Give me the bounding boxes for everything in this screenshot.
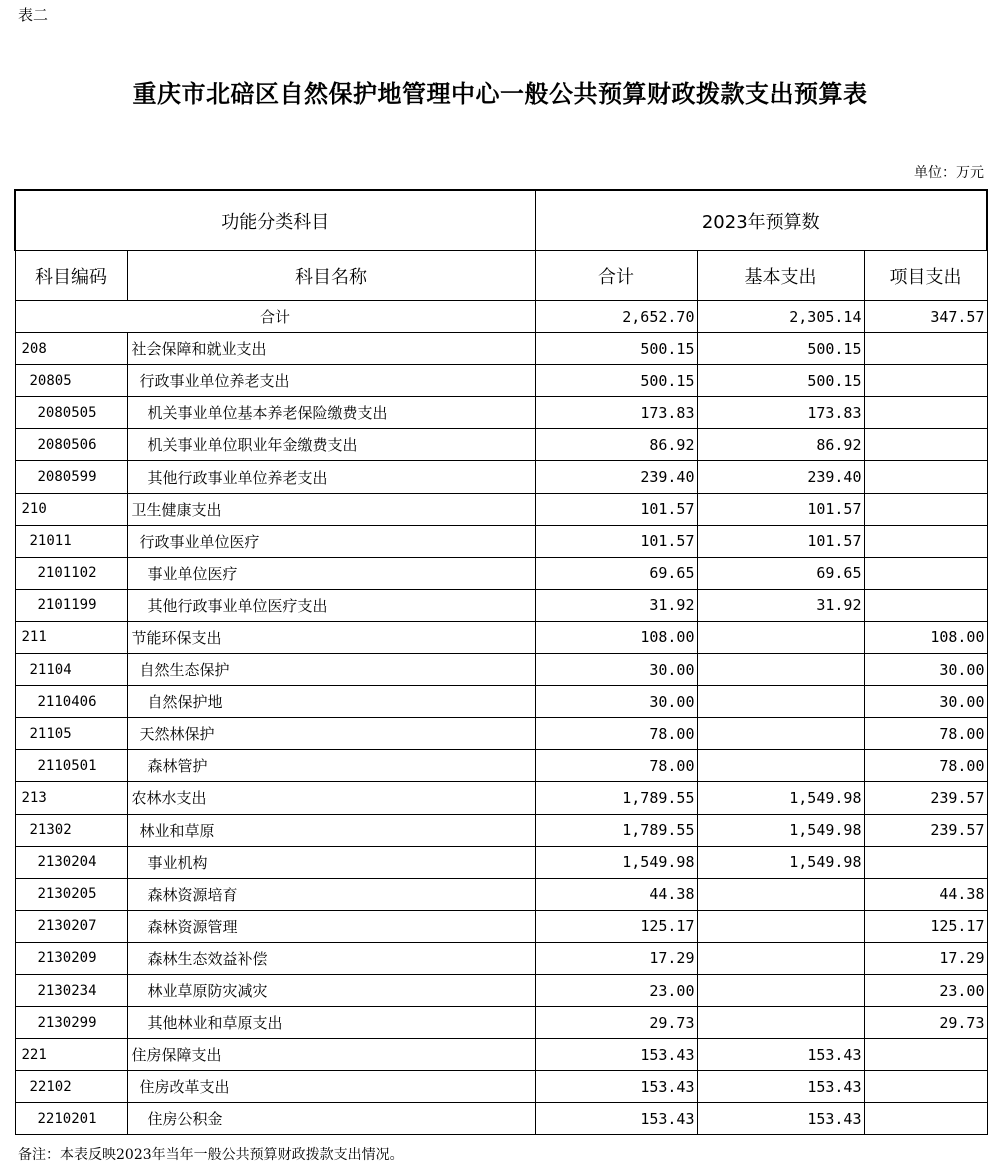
row-name: 其他行政事业单位医疗支出 bbox=[127, 589, 535, 621]
row-total: 173.83 bbox=[535, 397, 697, 429]
row-name: 天然林保护 bbox=[127, 718, 535, 750]
row-total: 153.43 bbox=[535, 1039, 697, 1071]
row-code: 2130204 bbox=[15, 846, 127, 878]
row-name: 森林资源管理 bbox=[127, 910, 535, 942]
page-title: 重庆市北碚区自然保护地管理中心一般公共预算财政拨款支出预算表 bbox=[132, 79, 868, 108]
row-project bbox=[864, 461, 987, 493]
row-basic: 101.57 bbox=[697, 493, 864, 525]
row-name: 行政事业单位养老支出 bbox=[127, 365, 535, 397]
row-basic: 153.43 bbox=[697, 1103, 864, 1135]
table-row bbox=[15, 686, 987, 718]
row-name: 卫生健康支出 bbox=[127, 493, 535, 525]
row-code: 2210201 bbox=[15, 1103, 127, 1135]
table-row bbox=[15, 589, 987, 621]
row-name: 节能环保支出 bbox=[127, 621, 535, 653]
row-project: 23.00 bbox=[864, 974, 987, 1006]
row-basic bbox=[697, 654, 864, 686]
row-project bbox=[864, 1071, 987, 1103]
header-project: 项目支出 bbox=[864, 251, 987, 301]
row-basic bbox=[697, 686, 864, 718]
row-basic bbox=[697, 878, 864, 910]
row-basic bbox=[697, 750, 864, 782]
row-total: 101.57 bbox=[535, 525, 697, 557]
total-row bbox=[15, 301, 987, 333]
row-project: 239.57 bbox=[864, 782, 987, 814]
row-name: 住房公积金 bbox=[127, 1103, 535, 1135]
row-basic: 153.43 bbox=[697, 1039, 864, 1071]
table-row bbox=[15, 878, 987, 910]
row-name: 森林资源培育 bbox=[127, 878, 535, 910]
table-row bbox=[15, 974, 987, 1006]
row-code: 2080505 bbox=[15, 397, 127, 429]
row-code: 2101102 bbox=[15, 557, 127, 589]
row-name: 林业和草原 bbox=[127, 814, 535, 846]
row-project: 78.00 bbox=[864, 718, 987, 750]
row-total: 1,789.55 bbox=[535, 814, 697, 846]
row-project bbox=[864, 846, 987, 878]
total-row-label: 合计 bbox=[15, 301, 535, 333]
table-row bbox=[15, 525, 987, 557]
row-code: 2130209 bbox=[15, 942, 127, 974]
table-row bbox=[15, 333, 987, 365]
row-basic: 239.40 bbox=[697, 461, 864, 493]
row-name: 行政事业单位医疗 bbox=[127, 525, 535, 557]
row-basic bbox=[697, 910, 864, 942]
table-row bbox=[15, 397, 987, 429]
table-row bbox=[15, 750, 987, 782]
table-row bbox=[15, 846, 987, 878]
row-code: 2130234 bbox=[15, 974, 127, 1006]
row-total: 69.65 bbox=[535, 557, 697, 589]
row-code: 2130205 bbox=[15, 878, 127, 910]
unit-label: 单位：万元 bbox=[914, 165, 984, 181]
header-code: 科目编码 bbox=[15, 251, 127, 301]
row-code: 2130207 bbox=[15, 910, 127, 942]
total-row-basic: 2,305.14 bbox=[697, 301, 864, 333]
table-row bbox=[15, 654, 987, 686]
row-total: 17.29 bbox=[535, 942, 697, 974]
row-code: 21011 bbox=[15, 525, 127, 557]
row-code: 21302 bbox=[15, 814, 127, 846]
table-row bbox=[15, 621, 987, 653]
row-code: 221 bbox=[15, 1039, 127, 1071]
row-project: 30.00 bbox=[864, 686, 987, 718]
row-code: 2110501 bbox=[15, 750, 127, 782]
row-total: 125.17 bbox=[535, 910, 697, 942]
row-name: 机关事业单位基本养老保险缴费支出 bbox=[127, 397, 535, 429]
row-total: 500.15 bbox=[535, 333, 697, 365]
row-basic bbox=[697, 942, 864, 974]
row-project bbox=[864, 493, 987, 525]
table-row bbox=[15, 1103, 987, 1135]
row-basic bbox=[697, 1007, 864, 1039]
row-total: 101.57 bbox=[535, 493, 697, 525]
row-code: 211 bbox=[15, 621, 127, 653]
table-row bbox=[15, 365, 987, 397]
row-total: 44.38 bbox=[535, 878, 697, 910]
row-total: 29.73 bbox=[535, 1007, 697, 1039]
row-project: 78.00 bbox=[864, 750, 987, 782]
row-total: 500.15 bbox=[535, 365, 697, 397]
row-project: 30.00 bbox=[864, 654, 987, 686]
table-row bbox=[15, 557, 987, 589]
table-row bbox=[15, 814, 987, 846]
row-basic: 1,549.98 bbox=[697, 782, 864, 814]
row-basic bbox=[697, 621, 864, 653]
row-code: 210 bbox=[15, 493, 127, 525]
header-basic: 基本支出 bbox=[697, 251, 864, 301]
row-basic bbox=[697, 974, 864, 1006]
header-column-row bbox=[15, 251, 987, 301]
row-name: 其他行政事业单位养老支出 bbox=[127, 461, 535, 493]
row-total: 153.43 bbox=[535, 1103, 697, 1135]
total-row-total: 2,652.70 bbox=[535, 301, 697, 333]
row-code: 2080599 bbox=[15, 461, 127, 493]
row-name: 林业草原防灾减灾 bbox=[127, 974, 535, 1006]
row-code: 208 bbox=[15, 333, 127, 365]
row-project: 239.57 bbox=[864, 814, 987, 846]
row-basic: 153.43 bbox=[697, 1071, 864, 1103]
row-total: 78.00 bbox=[535, 750, 697, 782]
row-basic: 500.15 bbox=[697, 333, 864, 365]
row-code: 22102 bbox=[15, 1071, 127, 1103]
row-project bbox=[864, 1039, 987, 1071]
row-name: 森林管护 bbox=[127, 750, 535, 782]
row-project bbox=[864, 589, 987, 621]
footnote: 备注：本表反映2023年当年一般公共预算财政拨款支出情况。 bbox=[18, 1147, 404, 1163]
table-tag: 表二 bbox=[18, 6, 49, 24]
row-project bbox=[864, 525, 987, 557]
row-total: 1,549.98 bbox=[535, 846, 697, 878]
row-name: 机关事业单位职业年金缴费支出 bbox=[127, 429, 535, 461]
row-project bbox=[864, 429, 987, 461]
row-name: 事业单位医疗 bbox=[127, 557, 535, 589]
row-name: 住房改革支出 bbox=[127, 1071, 535, 1103]
row-project: 29.73 bbox=[864, 1007, 987, 1039]
row-name: 事业机构 bbox=[127, 846, 535, 878]
row-name: 住房保障支出 bbox=[127, 1039, 535, 1071]
table-row bbox=[15, 1071, 987, 1103]
row-basic: 69.65 bbox=[697, 557, 864, 589]
row-total: 30.00 bbox=[535, 654, 697, 686]
row-project bbox=[864, 333, 987, 365]
header-functional-classification: 功能分类科目 bbox=[15, 190, 535, 251]
row-basic: 86.92 bbox=[697, 429, 864, 461]
row-total: 78.00 bbox=[535, 718, 697, 750]
row-basic: 500.15 bbox=[697, 365, 864, 397]
row-project bbox=[864, 1103, 987, 1135]
row-name: 社会保障和就业支出 bbox=[127, 333, 535, 365]
row-basic: 101.57 bbox=[697, 525, 864, 557]
row-code: 21105 bbox=[15, 718, 127, 750]
row-total: 153.43 bbox=[535, 1071, 697, 1103]
row-total: 31.92 bbox=[535, 589, 697, 621]
row-code: 2130299 bbox=[15, 1007, 127, 1039]
table-row bbox=[15, 1007, 987, 1039]
row-project: 125.17 bbox=[864, 910, 987, 942]
table-row bbox=[15, 718, 987, 750]
row-basic: 31.92 bbox=[697, 589, 864, 621]
row-total: 86.92 bbox=[535, 429, 697, 461]
row-total: 1,789.55 bbox=[535, 782, 697, 814]
row-basic: 1,549.98 bbox=[697, 814, 864, 846]
table-row bbox=[15, 942, 987, 974]
table-row bbox=[15, 910, 987, 942]
row-project: 44.38 bbox=[864, 878, 987, 910]
row-total: 30.00 bbox=[535, 686, 697, 718]
row-total: 23.00 bbox=[535, 974, 697, 1006]
total-row-project: 347.57 bbox=[864, 301, 987, 333]
row-total: 108.00 bbox=[535, 621, 697, 653]
row-code: 2110406 bbox=[15, 686, 127, 718]
row-code: 20805 bbox=[15, 365, 127, 397]
header-budget-year: 2023年预算数 bbox=[535, 190, 987, 251]
header-total: 合计 bbox=[535, 251, 697, 301]
row-project: 108.00 bbox=[864, 621, 987, 653]
row-project bbox=[864, 365, 987, 397]
row-project: 17.29 bbox=[864, 942, 987, 974]
row-basic: 173.83 bbox=[697, 397, 864, 429]
table-row bbox=[15, 1039, 987, 1071]
table-row bbox=[15, 429, 987, 461]
header-name: 科目名称 bbox=[127, 251, 535, 301]
table-row bbox=[15, 782, 987, 814]
row-name: 自然保护地 bbox=[127, 686, 535, 718]
row-name: 农林水支出 bbox=[127, 782, 535, 814]
row-name: 森林生态效益补偿 bbox=[127, 942, 535, 974]
row-code: 21104 bbox=[15, 654, 127, 686]
row-total: 239.40 bbox=[535, 461, 697, 493]
budget-table bbox=[14, 189, 988, 1135]
row-basic bbox=[697, 718, 864, 750]
row-code: 2080506 bbox=[15, 429, 127, 461]
table-row bbox=[15, 493, 987, 525]
row-code: 213 bbox=[15, 782, 127, 814]
row-name: 其他林业和草原支出 bbox=[127, 1007, 535, 1039]
header-group-row bbox=[15, 190, 987, 251]
row-basic: 1,549.98 bbox=[697, 846, 864, 878]
row-name: 自然生态保护 bbox=[127, 654, 535, 686]
table-row bbox=[15, 461, 987, 493]
row-project bbox=[864, 397, 987, 429]
row-code: 2101199 bbox=[15, 589, 127, 621]
row-project bbox=[864, 557, 987, 589]
